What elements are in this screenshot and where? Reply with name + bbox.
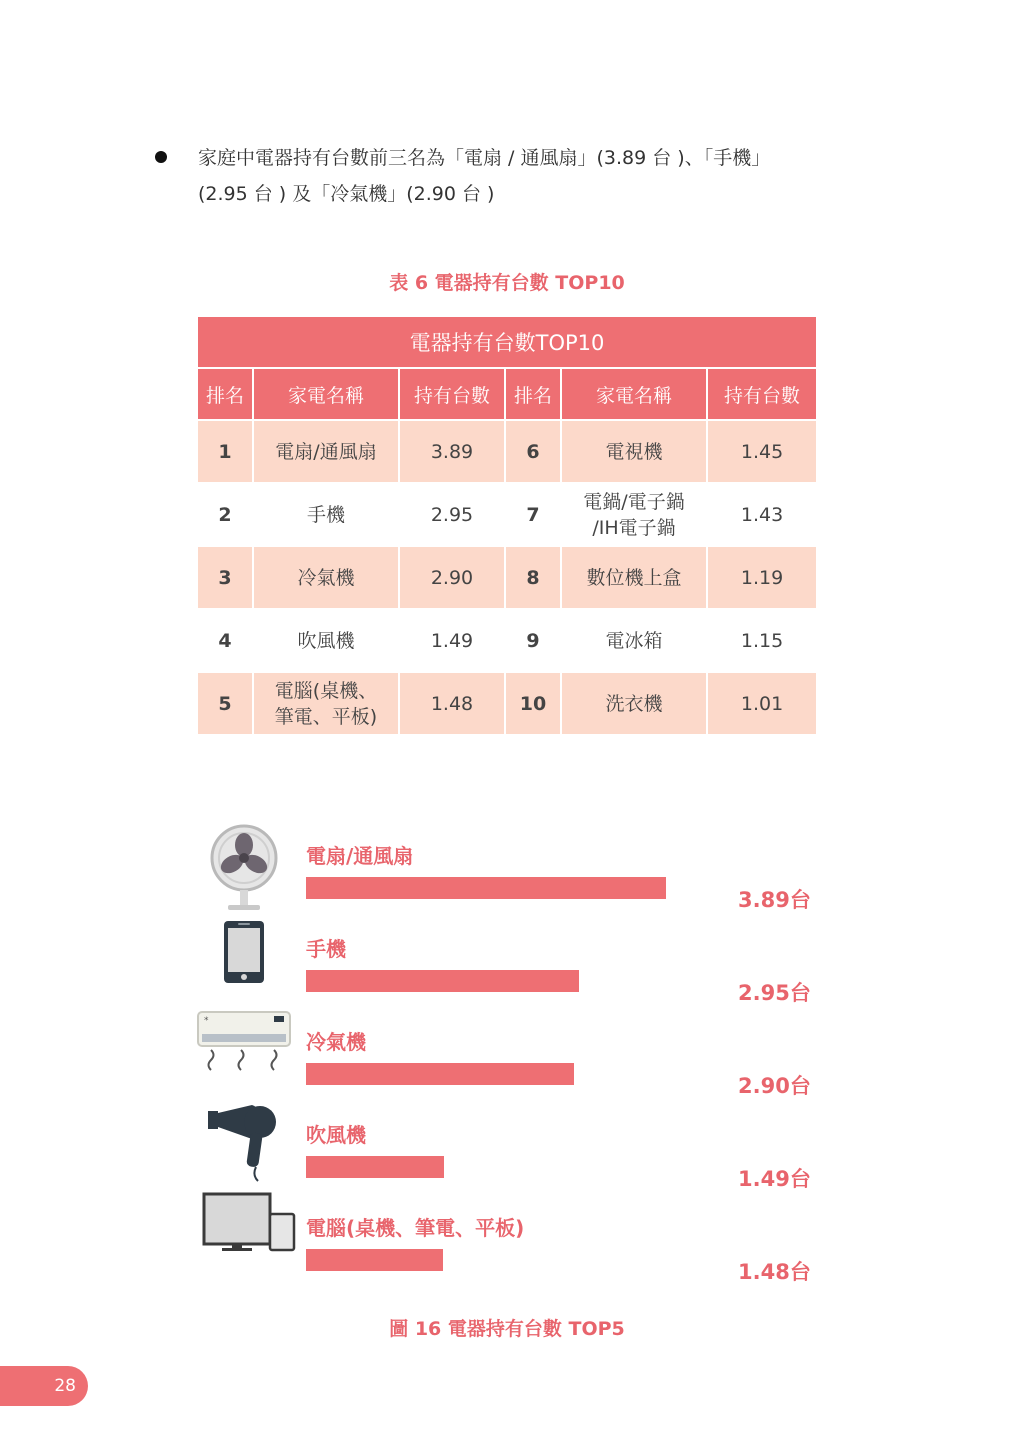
bar xyxy=(306,1249,443,1271)
appliance-name-cell: 手機 xyxy=(253,483,399,546)
bar xyxy=(306,1156,444,1178)
chart-item xyxy=(0,1016,1024,1116)
table-row xyxy=(197,672,817,735)
bar-value-label: 1.49台 xyxy=(738,1167,811,1191)
intro-text xyxy=(198,140,838,212)
count-cell: 1.48 xyxy=(399,672,505,735)
appliance-name-cell: 數位機上盒 xyxy=(561,546,707,609)
col-count-a: 持有台數 xyxy=(399,368,505,420)
intro-line-2: (2.95 台 ) 及「冷氣機」(2.90 台 ) xyxy=(198,183,495,205)
appliance-name-cell: 電扇/通風扇 xyxy=(253,420,399,483)
table-row xyxy=(197,609,817,672)
chart-item xyxy=(0,840,1024,930)
chart-item xyxy=(0,1212,1024,1302)
bar xyxy=(306,1063,574,1085)
count-cell: 1.43 xyxy=(707,483,817,546)
count-cell: 3.89 xyxy=(399,420,505,483)
figure-caption: 圖 16 電器持有台數 TOP5 xyxy=(389,1318,625,1340)
chart-item xyxy=(0,933,1024,1023)
table-caption: 表 6 電器持有台數 TOP10 xyxy=(389,272,625,294)
appliance-name-cell: 電腦(桌機、 筆電、平板) xyxy=(253,672,399,735)
table-row xyxy=(197,483,817,546)
rank-cell: 3 xyxy=(197,546,253,609)
appliance-name-cell: 冷氣機 xyxy=(253,546,399,609)
count-cell: 1.19 xyxy=(707,546,817,609)
bar-label: 吹風機 xyxy=(306,1123,366,1147)
table-title: 電器持有台數TOP10 xyxy=(197,316,817,368)
appliance-name-cell: 吹風機 xyxy=(253,609,399,672)
page-number: 28 xyxy=(0,1366,88,1406)
table-row xyxy=(197,546,817,609)
col-name-a: 家電名稱 xyxy=(253,368,399,420)
bar xyxy=(306,970,579,992)
rank-cell: 2 xyxy=(197,483,253,546)
hair-dryer-icon xyxy=(196,1099,296,1194)
appliance-name-cell: 洗衣機 xyxy=(561,672,707,735)
rank-cell: 4 xyxy=(197,609,253,672)
rank-cell: 5 xyxy=(197,672,253,735)
table-row xyxy=(197,420,817,483)
bar-value-label: 2.95台 xyxy=(738,981,811,1005)
appliance-name-cell: 電視機 xyxy=(561,420,707,483)
chart-item xyxy=(0,1119,1024,1209)
bar-label: 電扇/通風扇 xyxy=(306,844,414,868)
bar-label: 冷氣機 xyxy=(306,1030,366,1054)
count-cell: 1.01 xyxy=(707,672,817,735)
intro-line-1: 家庭中電器持有台數前三名為「電扇 / 通風扇」(3.89 台 )、「手機」 xyxy=(198,147,771,169)
air-conditioner-icon xyxy=(196,1006,296,1101)
rank-cell: 7 xyxy=(505,483,561,546)
bar-value-label: 3.89台 xyxy=(738,888,811,912)
bar-value-label: 2.90台 xyxy=(738,1074,811,1098)
bar-label: 電腦(桌機、筆電、平板) xyxy=(306,1216,525,1240)
count-cell: 1.45 xyxy=(707,420,817,483)
phone-icon xyxy=(196,913,296,1008)
col-rank-a: 排名 xyxy=(197,368,253,420)
bar-label: 手機 xyxy=(306,937,346,961)
rank-cell: 10 xyxy=(505,672,561,735)
rank-cell: 8 xyxy=(505,546,561,609)
col-rank-b: 排名 xyxy=(505,368,561,420)
rank-cell: 6 xyxy=(505,420,561,483)
bar-value-label: 1.48台 xyxy=(738,1260,811,1284)
bar xyxy=(306,877,666,899)
fan-icon xyxy=(196,820,296,915)
col-name-b: 家電名稱 xyxy=(561,368,707,420)
count-cell: 2.90 xyxy=(399,546,505,609)
bullet-dot-icon xyxy=(155,151,167,163)
appliance-name-cell: 電鍋/電子鍋 /IH電子鍋 xyxy=(561,483,707,546)
count-cell: 2.95 xyxy=(399,483,505,546)
count-cell: 1.15 xyxy=(707,609,817,672)
top10-table xyxy=(196,315,818,736)
col-count-b: 持有台數 xyxy=(707,368,817,420)
svg-text:*: * xyxy=(204,1016,209,1026)
appliance-name-cell: 電冰箱 xyxy=(561,609,707,672)
computer-icon xyxy=(196,1192,296,1287)
count-cell: 1.49 xyxy=(399,609,505,672)
rank-cell: 1 xyxy=(197,420,253,483)
rank-cell: 9 xyxy=(505,609,561,672)
